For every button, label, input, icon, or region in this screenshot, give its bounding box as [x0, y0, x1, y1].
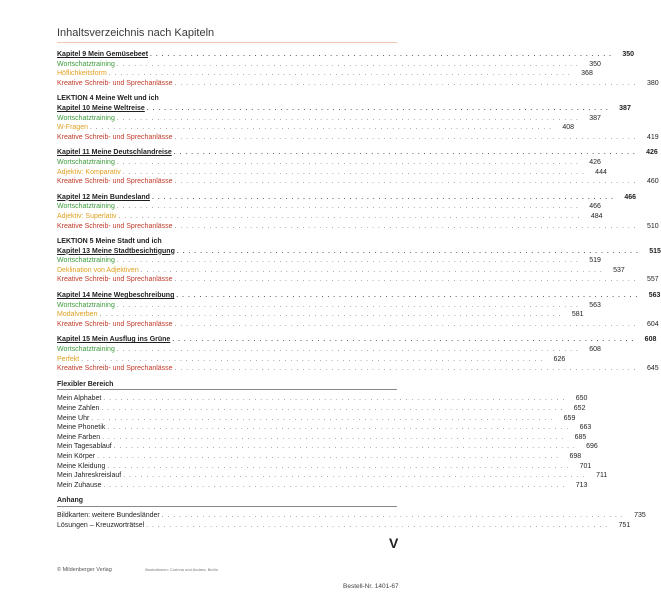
dot-leader: . . . . . . . . . . . . . . . . . . . . . . . . . . . . . . . . . . . . . . . . . . . . . . . . . . . . . . . . . . . . . . . . . . . . . . . . . . . . . . . .: [174, 276, 637, 284]
dot-leader: . . . . . . . . . . . . . . . . . . . . . . . . . . . . . . . . . . . . . . . . . . . . . . . . . . . . . . . . . . . . . . . . . . . . . . . . . . . . . . . .: [97, 452, 560, 460]
toc-entry-page-number: 650: [575, 395, 588, 403]
toc-entry-page-number: 608: [589, 346, 601, 354]
dot-leader: . . . . . . . . . . . . . . . . . . . . . . . . . . . . . . . . . . . . . . . . . . . . . . . . . . . . . . . . . . . . . . . . . . . . . . . . . . . . . . . .: [108, 70, 571, 78]
dot-leader: . . . . . . . . . . . . . . . . . . . . . . . . . . . . . . . . . . . . . . . . . . . . . . . . . . . . . . . . . . . . . . . . . . . . . . . . . . . . . . . .: [107, 462, 570, 470]
order-number: Bestell-Nr. 1401-67: [343, 583, 399, 590]
toc-entry-label: W-Fragen: [57, 124, 88, 132]
toc-entry-page-number: 368: [581, 70, 593, 78]
toc-entry: [57, 158, 601, 168]
toc-entry-page-number: 484: [590, 212, 603, 220]
dot-leader: . . . . . . . . . . . . . . . . . . . . . . . . . . . . . . . . . . . . . . . . . . . . . . . . . . . . . . . . . . . . . . . . . . . . . . . . . . . . . . . .: [116, 203, 579, 211]
lektion-5-heading: LEKTION 5 Meine Stadt und ich: [57, 238, 162, 246]
dot-leader: . . . . . . . . . . . . . . . . . . . . . . . . . . . . . . . . . . . . . . . . . . . . . . . . . . . . . . . . . . . . . . . . . . . . . . . . . . . . . . . .: [101, 405, 564, 412]
toc-entry-page-number: 557: [646, 276, 659, 284]
toc-entry: [57, 442, 598, 452]
toc-block-kapitel-11: [57, 148, 659, 186]
toc-entry-page-number: 698: [569, 452, 582, 460]
toc-entry-label: Bildkarten: weitere Bundesländer: [57, 511, 160, 519]
toc-entry-label: Kapitel 12 Mein Bundesland: [57, 193, 150, 201]
toc-entry-label: Kapitel 11 Meine Deutschlandreise: [57, 149, 172, 157]
toc-entry-page-number: 426: [589, 158, 601, 166]
dot-leader: . . . . . . . . . . . . . . . . . . . . . . . . . . . . . . . . . . . . . . . . . . . . . . . . . . . . . . . . . . . . . . . . . . . . . . . . . . . . . . . .: [176, 292, 639, 300]
dot-leader: . . . . . . . . . . . . . . . . . . . . . . . . . . . . . . . . . . . . . . . . . . . . . . . . . . . . . . . . . . . . . . . . . . . . . . . . . . . . . . . .: [81, 355, 544, 363]
toc-entry-label: Kreative Schreib- und Sprechanlässe: [57, 276, 173, 284]
toc-entry-page-number: 387: [589, 114, 601, 122]
toc-entry-label: Mein Körper: [57, 452, 96, 460]
toc-entry-page-number: 645: [646, 365, 659, 373]
toc-entry-label: Kreative Schreib- und Sprechanlässe: [57, 133, 173, 141]
toc-entry: [57, 79, 659, 89]
toc-entry: [57, 414, 576, 424]
toc-entry: [57, 511, 646, 521]
dot-leader: . . . . . . . . . . . . . . . . . . . . . . . . . . . . . . . . . . . . . . . . . . . . . . . . . . . . . . . . . . . . . . . . . . . . . . . . . . . . . . . .: [150, 51, 613, 58]
toc-entry-page-number: 696: [586, 443, 598, 451]
toc-entry-label: Wortschatztraining: [57, 346, 115, 354]
table-of-contents: [57, 50, 661, 530]
dot-leader: . . . . . . . . . . . . . . . . . . . . . . . . . . . . . . . . . . . . . . . . . . . . . . . . . . . . . . . . . . . . . . . . . . . . . . . . . . . . . . . .: [123, 472, 586, 480]
dot-leader: . . . . . . . . . . . . . . . . . . . . . . . . . . . . . . . . . . . . . . . . . . . . . . . . . . . . . . . . . . . . . . . . . . . . . . . . . . . . . . . .: [140, 266, 603, 274]
toc-entry-page-number: 444: [595, 168, 607, 176]
toc-entry-label: Meine Uhr: [57, 414, 90, 422]
illustration-credit: Illustrationen: Corinna und Andrea, Berlin: [145, 567, 218, 572]
toc-entry-label: Wortschatztraining: [57, 257, 115, 265]
toc-entry-label: Wortschatztraining: [57, 158, 115, 166]
toc-entry: [57, 345, 601, 355]
toc-entry: [57, 521, 631, 531]
toc-entry-page-number: 563: [648, 292, 661, 300]
dot-leader: . . . . . . . . . . . . . . . . . . . . . . . . . . . . . . . . . . . . . . . . . . . . . . . . . . . . . . . . . . . . . . . . . . . . . . . . . . . . . . . .: [174, 365, 637, 373]
dot-leader: . . . . . . . . . . . . . . . . . . . . . . . . . . . . . . . . . . . . . . . . . . . . . . . . . . . . . . . . . . . . . . . . . . . . . . . . . . . . . . . .: [151, 193, 615, 201]
dot-leader: . . . . . . . . . . . . . . . . . . . . . . . . . . . . . . . . . . . . . . . . . . . . . . . . . . . . . . . . . . . . . . . . . . . . . . . . . . . . . . . .: [174, 133, 637, 141]
dot-leader: . . . . . . . . . . . . . . . . . . . . . . . . . . . . . . . . . . . . . . . . . . . . . . . . . . . . . . . . . . . . . . . . . . . . . . . . . . . . . . . .: [116, 346, 579, 354]
page-title: Inhaltsverzeichnis nach Kapiteln: [57, 27, 397, 43]
dot-leader: . . . . . . . . . . . . . . . . . . . . . . . . . . . . . . . . . . . . . . . . . . . . . . . . . . . . . . . . . . . . . . . . . . . . . . . . . . . . . . . .: [90, 124, 553, 132]
toc-entry-page-number: 350: [589, 60, 601, 68]
dot-leader: . . . . . . . . . . . . . . . . . . . . . . . . . . . . . . . . . . . . . . . . . . . . . . . . . . . . . . . . . . . . . . . . . . . . . . . . . . . . . . . .: [116, 60, 579, 68]
dot-leader: . . . . . . . . . . . . . . . . . . . . . . . . . . . . . . . . . . . . . . . . . . . . . . . . . . . . . . . . . . . . . . . . . . . . . . . . . . . . . . . .: [122, 168, 585, 176]
toc-entry: [57, 433, 587, 443]
toc-entry-page-number: 652: [573, 405, 586, 412]
toc-entry-page-number: 713: [575, 481, 588, 489]
toc-chapter-entry: [57, 193, 637, 203]
toc-entry-label: Höflichkeitsform: [57, 70, 107, 78]
toc-entry-page-number: 663: [579, 424, 592, 432]
toc-entry: [57, 452, 582, 462]
toc-entry: [57, 256, 601, 266]
anhang-heading: Anhang: [57, 496, 397, 507]
toc-entry-page-number: 735: [634, 511, 646, 519]
toc-entry-label: Kapitel 14 Meine Wegbeschreibung: [57, 292, 175, 300]
toc-entry: [57, 355, 566, 365]
dot-leader: . . . . . . . . . . . . . . . . . . . . . . . . . . . . . . . . . . . . . . . . . . . . . . . . . . . . . . . . . . . . . . . . . . . . . . . . . . . . . . . .: [103, 395, 566, 403]
toc-entry: [57, 423, 592, 433]
toc-entry: [57, 69, 593, 79]
toc-entry-label: Mein Alphabet: [57, 395, 102, 403]
toc-entry-page-number: 608: [644, 336, 657, 344]
toc-entry-page-number: 387: [619, 104, 631, 112]
publisher-logo: © Mildenberger Verlag: [57, 567, 112, 573]
dot-leader: . . . . . . . . . . . . . . . . . . . . . . . . . . . . . . . . . . . . . . . . . . . . . . . . . . . . . . . . . . . . . . . . . . . . . . . . . . . . . . . .: [113, 443, 576, 451]
toc-entry-page-number: 350: [622, 51, 635, 58]
toc-entry: [57, 114, 601, 124]
toc-entry-label: Perfekt: [57, 355, 80, 363]
dot-leader: . . . . . . . . . . . . . . . . . . . . . . . . . . . . . . . . . . . . . . . . . . . . . . . . . . . . . . . . . . . . . . . . . . . . . . . . . . . . . . . .: [176, 247, 639, 255]
toc-entry-page-number: 701: [579, 462, 592, 470]
toc-entry-page-number: 426: [646, 149, 658, 157]
toc-entry-page-number: 537: [613, 266, 625, 274]
toc-block-flexibler-bereich: [57, 394, 608, 490]
dot-leader: . . . . . . . . . . . . . . . . . . . . . . . . . . . . . . . . . . . . . . . . . . . . . . . . . . . . . . . . . . . . . . . . . . . . . . . . . . . . . . . .: [107, 424, 570, 432]
toc-entry: [57, 60, 601, 70]
dot-leader: . . . . . . . . . . . . . . . . . . . . . . . . . . . . . . . . . . . . . . . . . . . . . . . . . . . . . . . . . . . . . . . . . . . . . . . . . . . . . . . .: [116, 114, 579, 122]
toc-block-kapitel-14: [57, 291, 661, 329]
toc-entry-page-number: 380: [646, 79, 659, 87]
toc-entry-label: Adjektiv: Komparativ: [57, 168, 121, 176]
toc-entry-label: Kapitel 9 Mein Gemüsebeet: [57, 51, 149, 58]
toc-entry-page-number: 408: [562, 124, 575, 132]
toc-entry-label: Wortschatztraining: [57, 114, 115, 122]
page-letter: V: [389, 535, 399, 551]
toc-entry-page-number: 466: [589, 203, 601, 211]
toc-block-anhang: [57, 511, 646, 530]
toc-entry-label: Meine Kleidung: [57, 462, 106, 470]
toc-entry: [57, 202, 601, 212]
toc-entry-label: Mein Tagesablauf: [57, 443, 112, 451]
toc-entry-label: Meine Farben: [57, 433, 101, 441]
dot-leader: . . . . . . . . . . . . . . . . . . . . . . . . . . . . . . . . . . . . . . . . . . . . . . . . . . . . . . . . . . . . . . . . . . . . . . . . . . . . . . . .: [103, 481, 566, 489]
dot-leader: . . . . . . . . . . . . . . . . . . . . . . . . . . . . . . . . . . . . . . . . . . . . . . . . . . . . . . . . . . . . . . . . . . . . . . . . . . . . . . . .: [172, 336, 635, 344]
toc-chapter-entry: [57, 50, 635, 60]
toc-entry: [57, 471, 608, 481]
dot-leader: . . . . . . . . . . . . . . . . . . . . . . . . . . . . . . . . . . . . . . . . . . . . . . . . . . . . . . . . . . . . . . . . . . . . . . . . . . . . . . . .: [174, 178, 637, 186]
dot-leader: . . . . . . . . . . . . . . . . . . . . . . . . . . . . . . . . . . . . . . . . . . . . . . . . . . . . . . . . . . . . . . . . . . . . . . . . . . . . . . . .: [173, 149, 636, 157]
dot-leader: . . . . . . . . . . . . . . . . . . . . . . . . . . . . . . . . . . . . . . . . . . . . . . . . . . . . . . . . . . . . . . . . . . . . . . . . . . . . . . . .: [174, 79, 637, 87]
toc-entry-label: Mein Zuhause: [57, 481, 102, 489]
dot-leader: . . . . . . . . . . . . . . . . . . . . . . . . . . . . . . . . . . . . . . . . . . . . . . . . . . . . . . . . . . . . . . . . . . . . . . . . . . . . . . . .: [91, 414, 554, 422]
toc-block-kapitel-10: [57, 104, 659, 142]
flexibler-bereich-heading: Flexibler Bereich: [57, 380, 397, 391]
dot-leader: . . . . . . . . . . . . . . . . . . . . . . . . . . . . . . . . . . . . . . . . . . . . . . . . . . . . . . . . . . . . . . . . . . . . . . . . . . . . . . . .: [116, 158, 579, 166]
lektion-4-heading: LEKTION 4 Meine Welt und ich: [57, 95, 159, 103]
dot-leader: . . . . . . . . . . . . . . . . . . . . . . . . . . . . . . . . . . . . . . . . . . . . . . . . . . . . . . . . . . . . . . . . . . . . . . . . . . . . . . . .: [146, 521, 609, 529]
toc-entry-page-number: 581: [571, 311, 584, 319]
toc-entry: [57, 320, 659, 330]
toc-chapter-entry: [57, 104, 631, 114]
toc-entry-label: Modalverben: [57, 311, 98, 319]
toc-entry-label: Deklination von Adjektiven: [57, 266, 139, 274]
toc-entry-label: Wortschatztraining: [57, 60, 115, 68]
toc-entry: [57, 394, 588, 404]
toc-entry-label: Meine Phonetik: [57, 424, 106, 432]
toc-entry: [57, 310, 584, 320]
toc-entry-label: Kreative Schreib- und Sprechanlässe: [57, 178, 173, 186]
toc-block-kapitel-15: [57, 335, 659, 373]
dot-leader: . . . . . . . . . . . . . . . . . . . . . . . . . . . . . . . . . . . . . . . . . . . . . . . . . . . . . . . . . . . . . . . . . . . . . . . . . . . . . . . .: [174, 222, 637, 230]
toc-entry-label: Kapitel 10 Meine Weltreise: [57, 104, 145, 112]
toc-block-kapitel-12: [57, 193, 659, 231]
toc-entry-page-number: 626: [553, 355, 566, 363]
toc-entry-label: Mein Jahreskreislauf: [57, 472, 122, 480]
toc-entry-label: Wortschatztraining: [57, 301, 115, 309]
toc-entry-label: Wortschatztraining: [57, 203, 115, 211]
toc-entry-label: Kreative Schreib- und Sprechanlässe: [57, 79, 173, 87]
toc-chapter-entry: [57, 247, 661, 257]
toc-entry: [57, 266, 625, 276]
toc-entry-page-number: 685: [574, 433, 587, 441]
toc-entry: [57, 301, 601, 311]
toc-entry-page-number: 659: [563, 414, 576, 422]
dot-leader: . . . . . . . . . . . . . . . . . . . . . . . . . . . . . . . . . . . . . . . . . . . . . . . . . . . . . . . . . . . . . . . . . . . . . . . . . . . . . . . .: [174, 320, 637, 328]
dot-leader: . . . . . . . . . . . . . . . . . . . . . . . . . . . . . . . . . . . . . . . . . . . . . . . . . . . . . . . . . . . . . . . . . . . . . . . . . . . . . . . .: [161, 511, 624, 519]
toc-entry-page-number: 460: [646, 178, 659, 186]
toc-entry: [57, 364, 659, 374]
toc-entry-label: Lösungen – Kreuzworträtsel: [57, 521, 145, 529]
toc-entry-page-number: 515: [649, 247, 661, 255]
toc-entry-page-number: 604: [646, 320, 659, 328]
toc-entry-label: Kreative Schreib- und Sprechanlässe: [57, 222, 173, 230]
toc-entry: [57, 168, 607, 178]
toc-entry-label: Kreative Schreib- und Sprechanlässe: [57, 320, 173, 328]
toc-entry: [57, 404, 586, 414]
toc-entry-label: Meine Zahlen: [57, 405, 100, 412]
toc-entry-page-number: 510: [646, 222, 659, 230]
dot-leader: . . . . . . . . . . . . . . . . . . . . . . . . . . . . . . . . . . . . . . . . . . . . . . . . . . . . . . . . . . . . . . . . . . . . . . . . . . . . . . . .: [146, 104, 609, 112]
toc-entry-page-number: 519: [589, 257, 601, 265]
toc-entry: [57, 222, 659, 232]
toc-entry-page-number: 751: [618, 521, 631, 529]
toc-entry-label: Adjektiv: Superlativ: [57, 212, 117, 220]
toc-entry: [57, 133, 659, 143]
toc-chapter-entry: [57, 148, 658, 158]
toc-entry-label: Kapitel 13 Meine Stadtbesichtigung: [57, 247, 175, 255]
toc-chapter-entry: [57, 291, 661, 301]
dot-leader: . . . . . . . . . . . . . . . . . . . . . . . . . . . . . . . . . . . . . . . . . . . . . . . . . . . . . . . . . . . . . . . . . . . . . . . . . . . . . . . .: [118, 212, 581, 220]
toc-block-kapitel-9: [57, 50, 659, 88]
toc-entry-page-number: 711: [596, 472, 608, 480]
toc-block-kapitel-13: [57, 247, 661, 285]
toc-entry: [57, 212, 603, 222]
dot-leader: . . . . . . . . . . . . . . . . . . . . . . . . . . . . . . . . . . . . . . . . . . . . . . . . . . . . . . . . . . . . . . . . . . . . . . . . . . . . . . . .: [99, 311, 562, 319]
toc-entry: [57, 123, 575, 133]
dot-leader: . . . . . . . . . . . . . . . . . . . . . . . . . . . . . . . . . . . . . . . . . . . . . . . . . . . . . . . . . . . . . . . . . . . . . . . . . . . . . . . .: [116, 257, 579, 265]
dot-leader: . . . . . . . . . . . . . . . . . . . . . . . . . . . . . . . . . . . . . . . . . . . . . . . . . . . . . . . . . . . . . . . . . . . . . . . . . . . . . . . .: [116, 301, 579, 309]
toc-entry-label: Kreative Schreib- und Sprechanlässe: [57, 365, 173, 373]
toc-entry-label: Kapitel 15 Mein Ausflug ins Grüne: [57, 336, 171, 344]
dot-leader: . . . . . . . . . . . . . . . . . . . . . . . . . . . . . . . . . . . . . . . . . . . . . . . . . . . . . . . . . . . . . . . . . . . . . . . . . . . . . . . .: [102, 433, 565, 441]
toc-entry: [57, 481, 588, 491]
toc-entry-page-number: 563: [589, 301, 601, 309]
toc-entry: [57, 275, 659, 285]
toc-chapter-entry: [57, 335, 657, 345]
toc-entry-page-number: 419: [646, 133, 659, 141]
toc-entry: [57, 177, 659, 187]
toc-entry: [57, 462, 592, 472]
toc-entry-page-number: 466: [624, 193, 637, 201]
